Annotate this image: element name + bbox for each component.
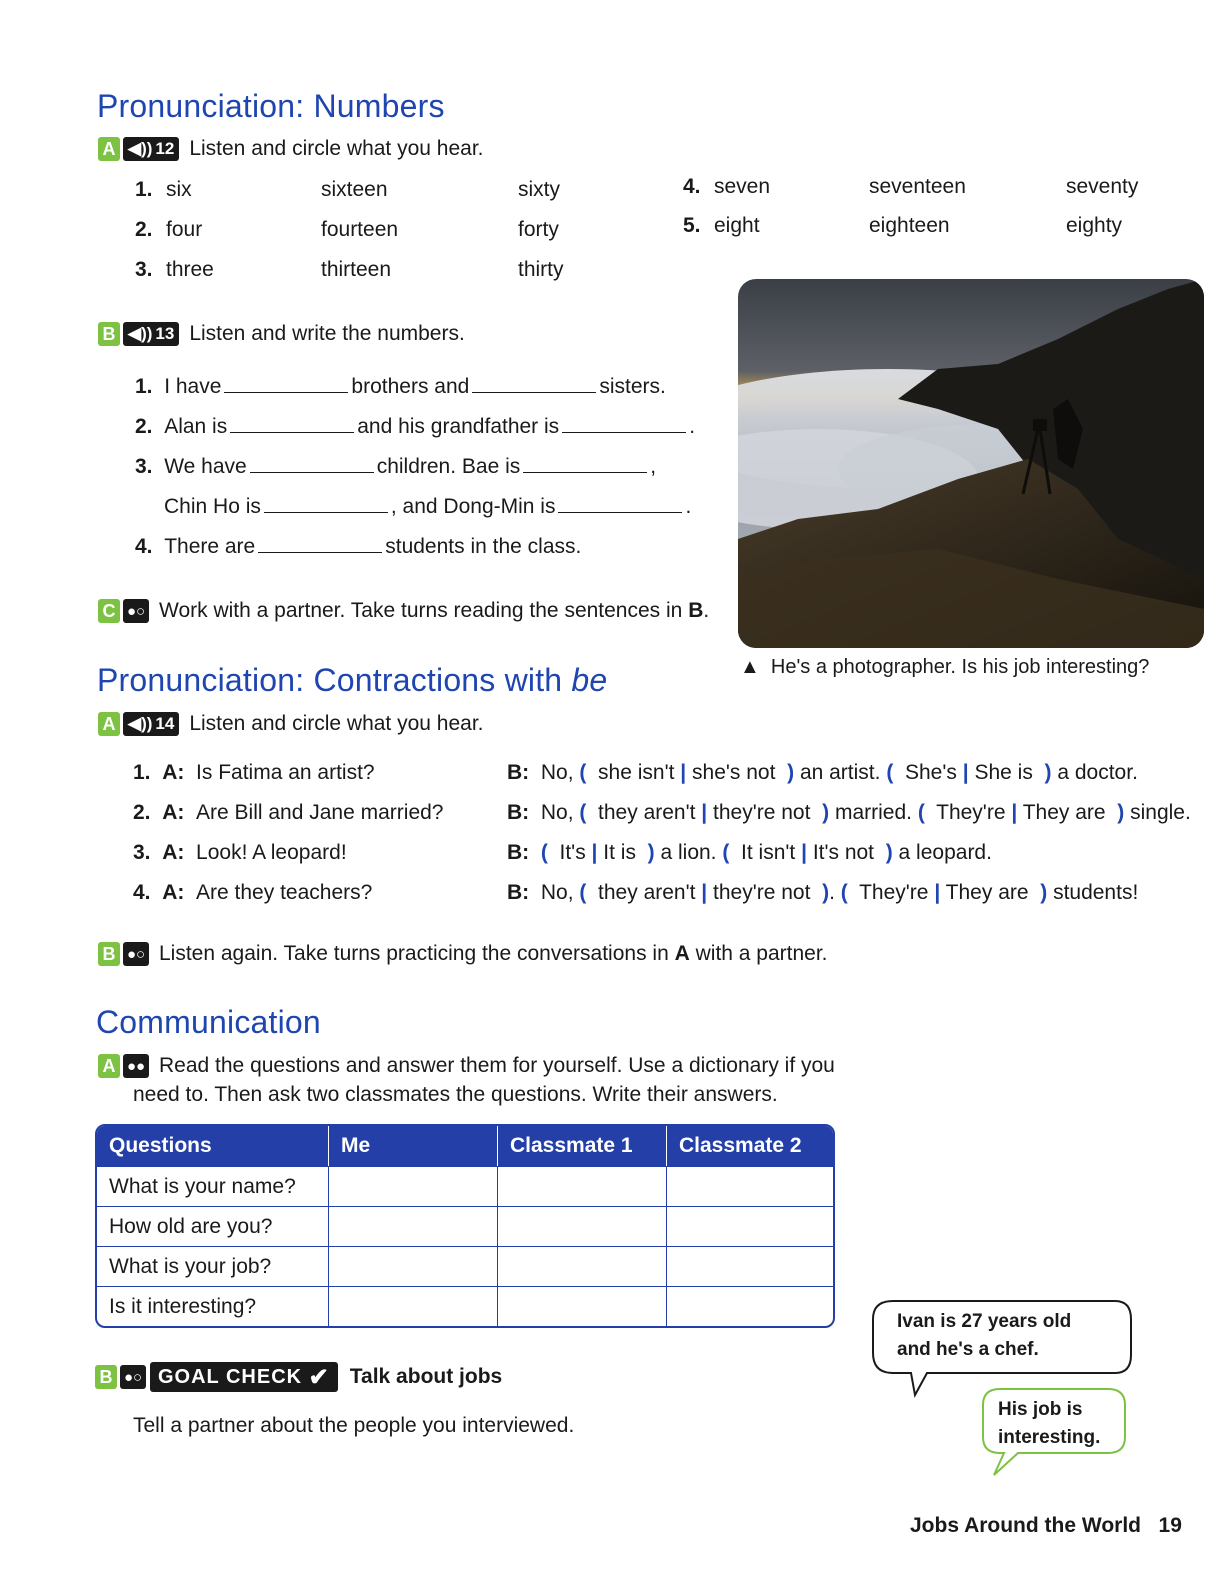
table-row: [97, 1246, 833, 1286]
question-cell: Is it interesting?: [97, 1286, 329, 1326]
goal-check: [95, 1362, 502, 1392]
conversation-answer: B: No, ( she isn't | she's not ) an artist. ( She's | She is ) a doctor.: [507, 761, 1138, 784]
photo-caption: ▲ He's a photographer. Is his job interesting?: [740, 656, 1150, 678]
choice-option[interactable]: she's not: [692, 761, 776, 784]
bubble-2-text: His job is interesting.: [998, 1399, 1101, 1448]
fill-in-item: 2. Alan is and his grandfather is .: [135, 415, 696, 438]
table-row: [97, 1286, 833, 1326]
choice-word[interactable]: forty: [518, 218, 559, 241]
pair-work-icon: ●○: [123, 942, 149, 966]
group-work-icon: ●●: [123, 1054, 149, 1078]
answer-blank[interactable]: [224, 375, 348, 393]
exercise-letter-badge: B: [95, 1365, 117, 1389]
conversation-question: 1. A: Is Fatima an artist?: [133, 761, 375, 784]
exercise-b-instruction: B ●○ Listen again. Take turns practicing the conversations in A with a partner.: [98, 942, 828, 966]
choice-word[interactable]: four: [166, 218, 203, 241]
exercise-a-instruction: [98, 137, 484, 161]
section-title-pronunciation-numbers: Pronunciation: Numbers: [97, 88, 445, 124]
instruction-text-line2: need to. Then ask two classmates the questions. Write their answers.: [133, 1083, 778, 1106]
choice-option[interactable]: They're: [936, 801, 1006, 824]
choice-word[interactable]: eighteen: [869, 214, 950, 237]
choice-option[interactable]: It's not: [812, 841, 875, 864]
choice-word[interactable]: seven: [714, 175, 771, 198]
choice-option[interactable]: They are: [945, 881, 1029, 904]
goal-instruction: Tell a partner about the people you interviewed.: [133, 1414, 575, 1437]
section-title-communication: Communication: [96, 1004, 321, 1040]
speaker-icon: ◀)): [128, 324, 153, 343]
pair-work-icon: ●○: [120, 1365, 146, 1389]
answer-cell[interactable]: [329, 1246, 498, 1286]
number-item: 2. four fourteen forty: [135, 218, 559, 241]
conversation-question: 4. A: Are they teachers?: [133, 881, 373, 904]
conversation-question: 2. A: Are Bill and Jane married?: [133, 801, 444, 824]
conversation-question: 3. A: Look! A leopard!: [133, 841, 347, 864]
instruction-text: Listen and circle what you hear.: [189, 137, 484, 160]
answer-cell[interactable]: [667, 1286, 833, 1326]
choice-option[interactable]: She is: [974, 761, 1033, 784]
question-cell: What is your job?: [97, 1246, 329, 1286]
interview-table: [95, 1124, 835, 1328]
choice-word[interactable]: eight: [714, 214, 760, 237]
answer-blank[interactable]: [250, 455, 374, 473]
table-row: [97, 1166, 833, 1206]
number-item: 5. eight eighteen eighty: [683, 214, 1123, 237]
choice-option[interactable]: they aren't: [598, 801, 696, 824]
answer-cell[interactable]: [498, 1246, 667, 1286]
answer-blank[interactable]: [230, 415, 354, 433]
choice-option[interactable]: It isn't: [741, 841, 796, 864]
goal-check-label: GOAL CHECK ✔: [150, 1362, 338, 1392]
choice-option[interactable]: It is: [603, 841, 636, 864]
instruction-text: Listen and circle what you hear.: [189, 712, 484, 735]
exercise-letter-badge: A: [98, 1054, 120, 1078]
goal-title: Talk about jobs: [349, 1365, 503, 1388]
exercise-b-instruction: [98, 322, 465, 346]
choice-option[interactable]: It's: [559, 841, 586, 864]
exercise-letter-badge: A: [98, 712, 120, 736]
answer-cell[interactable]: [329, 1206, 498, 1246]
choice-word[interactable]: thirty: [518, 258, 564, 281]
table-header: Questions: [97, 1126, 329, 1166]
choice-option[interactable]: they're not: [713, 801, 811, 824]
exercise-c-instruction: C ●○ Work with a partner. Take turns reading the sentences in B.: [98, 599, 709, 623]
fill-in-item: 1. I have brothers and sisters.: [135, 375, 666, 398]
exercise-letter-badge: A: [98, 137, 120, 161]
fill-in-item: 4. There are students in the class.: [135, 535, 582, 558]
answer-blank[interactable]: [472, 375, 596, 393]
answer-cell[interactable]: [667, 1246, 833, 1286]
page-number: 19: [1158, 1514, 1182, 1537]
table-header: Me: [329, 1126, 498, 1166]
answer-blank[interactable]: [264, 495, 388, 513]
choice-word[interactable]: seventeen: [869, 175, 966, 198]
choice-option[interactable]: they aren't: [598, 881, 696, 904]
exercise-letter-badge: B: [98, 322, 120, 346]
instruction-text: Listen and write the numbers.: [189, 322, 465, 345]
exercise-a-instruction: A ●● Read the questions and answer them for yourself. Use a dictionary if you: [98, 1054, 835, 1078]
fill-in-item: 3. We have children. Bae is ,: [135, 455, 657, 478]
answer-cell[interactable]: [667, 1166, 833, 1206]
audio-track-badge[interactable]: ◀)) 12: [123, 137, 179, 161]
answer-cell[interactable]: [329, 1166, 498, 1206]
table-row: [97, 1206, 833, 1246]
choice-word[interactable]: sixteen: [321, 178, 388, 201]
choice-option[interactable]: She's: [905, 761, 957, 784]
choice-option[interactable]: They're: [859, 881, 929, 904]
question-cell: How old are you?: [97, 1206, 329, 1246]
answer-cell[interactable]: [498, 1286, 667, 1326]
choice-option[interactable]: They are: [1022, 801, 1106, 824]
answer-blank[interactable]: [558, 495, 682, 513]
choice-word[interactable]: eighty: [1066, 214, 1123, 237]
conversation-answer: B: No, ( they aren't | they're not ) married. ( They're | They are ) single.: [507, 801, 1191, 824]
exercise-letter-badge: B: [98, 942, 120, 966]
exercise-letter-badge: C: [98, 599, 120, 623]
photographer-photo: [738, 279, 1204, 648]
choice-word[interactable]: six: [166, 178, 192, 201]
checkmark-icon: ✔: [308, 1363, 330, 1391]
answer-cell[interactable]: [498, 1166, 667, 1206]
number-item: 1. six sixteen sixty: [135, 178, 560, 201]
audio-track-badge[interactable]: ◀)) 13: [123, 322, 179, 346]
pair-work-icon: ●○: [123, 599, 149, 623]
number-item: 4. seven seventeen seventy: [683, 175, 1139, 198]
conversation-answer: B: No, ( they aren't | they're not ). ( They're | They are ) students!: [507, 881, 1139, 904]
choice-option[interactable]: she isn't: [598, 761, 675, 784]
speaker-icon: ◀)): [128, 714, 153, 733]
page-footer: Jobs Around the World 19: [910, 1514, 1182, 1537]
choice-option[interactable]: they're not: [713, 881, 811, 904]
answer-cell[interactable]: [329, 1286, 498, 1326]
answer-blank[interactable]: [562, 415, 686, 433]
exercise-a-instruction: [98, 712, 484, 736]
conversation-answer: B: ( It's | It is ) a lion. ( It isn't | It's not ) a leopard.: [507, 841, 992, 864]
answer-blank[interactable]: [523, 455, 647, 473]
triangle-icon: ▲: [740, 656, 760, 678]
audio-track-badge[interactable]: ◀)) 14: [123, 712, 179, 736]
table-header: Classmate 2: [667, 1126, 833, 1166]
table-header: Classmate 1: [498, 1126, 667, 1166]
answer-cell[interactable]: [667, 1206, 833, 1246]
choice-word[interactable]: sixty: [518, 178, 560, 201]
fill-in-item: Chin Ho is , and Dong-Min is .: [164, 495, 692, 518]
choice-word[interactable]: thirteen: [321, 258, 392, 281]
answer-blank[interactable]: [258, 535, 382, 553]
answer-cell[interactable]: [498, 1206, 667, 1246]
number-item: 3. three thirteen thirty: [135, 258, 564, 281]
speaker-icon: ◀)): [128, 139, 153, 158]
choice-word[interactable]: seventy: [1066, 175, 1139, 198]
section-title-contractions: Pronunciation: Contractions with be: [97, 662, 608, 698]
choice-word[interactable]: fourteen: [321, 218, 399, 241]
question-cell: What is your name?: [97, 1166, 329, 1206]
choice-word[interactable]: three: [166, 258, 214, 281]
bubble-1-text: Ivan is 27 years old and he's a chef.: [897, 1311, 1072, 1360]
